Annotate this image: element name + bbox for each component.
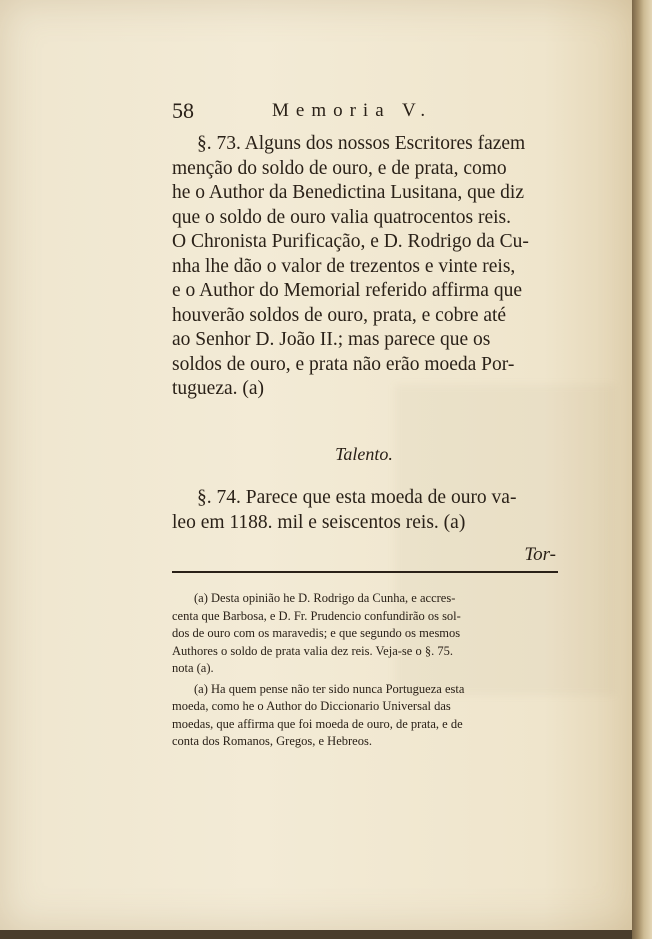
paragraph-73 xyxy=(172,132,556,402)
text-line: O Chronista Purificação, e D. Rodrigo da Cu- xyxy=(172,231,529,252)
text-line: he o Author da Benedictina Lusitana, que diz xyxy=(172,182,524,203)
footnote-line: nota (a). xyxy=(172,661,214,675)
footnote-line: Authores o soldo de prata valia dez reis. Veja-se o §. 75. xyxy=(172,643,453,658)
text-line: nha lhe dão o valor de trezentos e vinte reis, xyxy=(172,255,516,277)
page-number: 58 xyxy=(172,98,194,123)
footnote xyxy=(172,590,542,678)
footnote-line: dos de ouro com os maravedis; e que segundo os mesmos xyxy=(172,626,461,640)
text-line: houverão soldos de ouro, prata, e cobre até xyxy=(172,304,507,326)
footnote xyxy=(172,681,542,751)
text-line: §. 74. Parece que esta moeda de ouro va- xyxy=(197,487,517,508)
catchword: Tor- xyxy=(524,544,556,565)
text-line: soldos de ouro, e prata não erão moeda Por- xyxy=(172,353,515,375)
footnote-line: (a) Ha quem pense não ter sido nunca Portugueza esta xyxy=(194,681,465,696)
section-heading: Talento. xyxy=(335,444,393,464)
footnote-line: conta dos Romanos, Gregos, e Hebreos. xyxy=(172,734,372,748)
text-line: leo em 1188. mil e seiscentos reis. (a) xyxy=(172,511,466,533)
paragraph-74 xyxy=(172,486,556,535)
footnote-rule xyxy=(172,571,558,573)
footnote-line: moedas, que affirma que foi moeda de ouro, de prata, e de xyxy=(172,716,463,731)
running-title: Memoria V. xyxy=(272,100,433,121)
text-line: tugueza. (a) xyxy=(172,378,265,399)
footnote-line: centa que Barbosa, e D. Fr. Prudencio confundirão os sol- xyxy=(172,608,461,623)
text-line: que o soldo de ouro valia quatrocentos reis. xyxy=(172,206,511,228)
text-line: §. 73. Alguns dos nossos Escritores fazem xyxy=(197,133,526,154)
page-edge xyxy=(632,0,652,939)
footnotes xyxy=(172,590,542,751)
text-line: menção do soldo de ouro, e de prata, como xyxy=(172,157,507,179)
footnote-line: moeda, como he o Author do Diccionario Universal das xyxy=(172,699,451,713)
text-line: ao Senhor D. João II.; mas parece que os xyxy=(172,329,491,350)
footnote-line: (a) Desta opinião he D. Rodrigo da Cunha, e accres- xyxy=(194,591,456,605)
page-header xyxy=(172,96,552,128)
text-line: e o Author do Memorial referido affirma que xyxy=(172,280,522,301)
